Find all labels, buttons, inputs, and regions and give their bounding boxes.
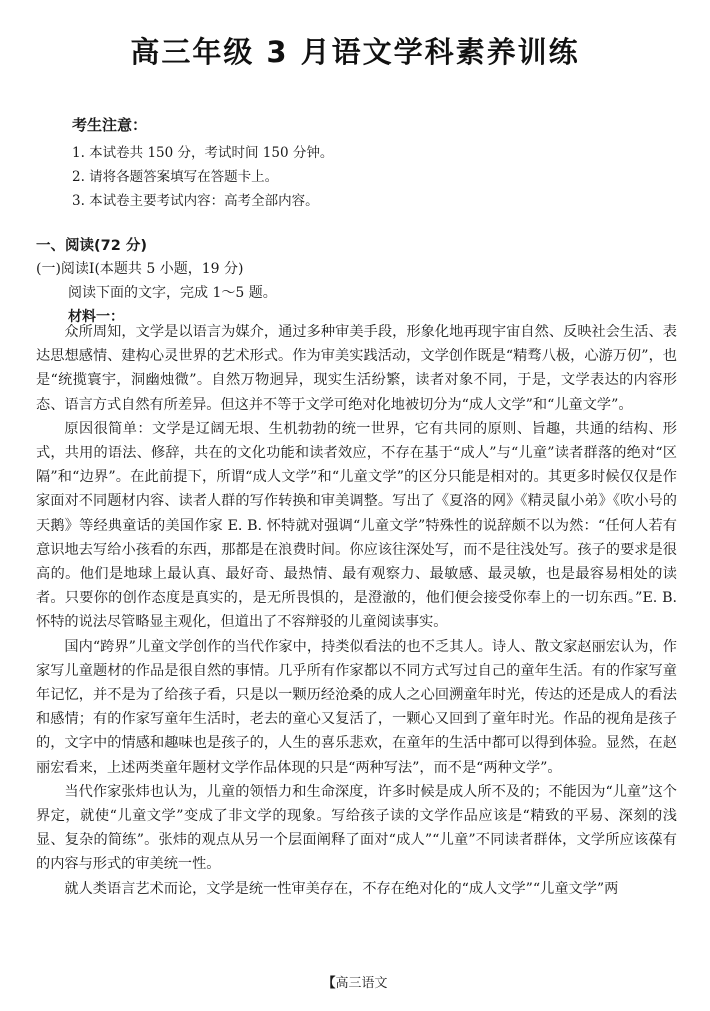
passage-paragraph: 当代作家张炜也认为，儿童的领悟力和生命深度，许多时候是成人所不及的；不能因为“儿童”这个界定，就使“儿童文学”变成了非文学的现象。写给孩子读的文学作品应该是“精致的平易、深刻的浅显、复杂的简练”。张炜的观点从另一个层面阐释了面对“成人”“儿童”不同读者群体，文学所应该葆有的内容与形式的审美统一性。	[36, 783, 677, 873]
passage-paragraph: 原因很简单：文学是辽阔无垠、生机勃勃的统一世界，它有共同的原则、旨趣，共通的结构、形式，共用的语法、修辞，共在的文化功能和读者效应，不存在基于“成人”与“儿童”读者群落的绝对“区隔”和“边界”。在此前提下，所谓“成人文学”和“儿童文学”的区分只能是相对的。其更多时候仅仅是作家面对不同题材内容、读者人群的写作转换和审美调整。写出了《夏洛的网》《精灵鼠小弟》《吹小号的天鹅》等经典童话的美国作家 E. B. 怀特就对强调“儿童文学”特殊性的说辞颇不以为然：“任何人若有意识地去写给小孩看的东西，那都是在浪费时间。你应该往深处写，而不是往浅处写。孩子的要求是很高的。他们是地球上最认真、最好奇、最热情、最有观察力、最敏感、最灵敏，也是最容易相处的读者。只要你的创作态度是真实的，是无所畏惧的，是澄澈的，他们便会接受你奉上的一切东西。”E. B. 怀特的说法尽管略显主观化，但道出了不容辩驳的儿童阅读事实。	[36, 420, 677, 631]
notice-item: 3. 本试卷主要考试内容：高考全部内容。	[72, 193, 319, 209]
footer-label: 高三语文	[335, 976, 388, 991]
reading-passage	[36, 320, 677, 901]
passage-paragraph: 国内“跨界”儿童文学创作的当代作家中，持类似看法的也不乏其人。诗人、散文家赵丽宏认为，作家写儿童题材的作品是很自然的事情。几乎所有作家都以不同方式写过自己的童年生活。有的作家写童年记忆，并不是为了给孩子看，只是以一颗历经沧桑的成人之心回溯童年时光，传达的还是成人的看法和感情；有的作家写童年生活时，老去的童心又复活了，一颗心又回到了童年时光。作品的视角是孩子的，文字中的情感和趣味也是孩子的，人生的喜乐悲欢，在童年的生活中都可以得到体验。显然，在赵丽宏看来，上述两类童年题材文学作品体现的只是“两种写法”，而不是“两种文学”。	[36, 638, 677, 776]
notice-heading: 考生注意：	[72, 116, 148, 134]
passage-paragraph: 众所周知，文学是以语言为媒介，通过多种审美手段，形象化地再现宇宙自然、反映社会生活、表达思想感情、建构心灵世界的艺术形式。作为审美实践活动，文学创作既是“精骛八极，心游万仞”，也是“统揽寰宇，洞幽烛微”。自然万物迥异，现实生活纷繁，读者对象不同，于是，文学表达的内容形态、语言方式自然有所差异。但这并不等于文学可绝对化地被切分为“成人文学”和“儿童文学”。	[36, 324, 677, 413]
footer-bracket: 【	[322, 976, 336, 991]
notice-item: 2. 请将各题答案填写在答题卡上。	[72, 169, 279, 185]
page-title: 高三年级 3 月语文学科素养训练	[130, 35, 580, 69]
section-subheading: (一)阅读Ⅰ(本题共 5 小题，19 分)	[36, 261, 244, 277]
exam-notice	[72, 114, 672, 213]
page-footer	[0, 972, 710, 991]
notice-item: 1. 本试卷共 150 分，考试时间 150 分钟。	[72, 145, 334, 161]
reading-instruction: 阅读下面的文字，完成 1～5 题。	[68, 285, 277, 301]
section-heading: 一、阅读(72 分)	[36, 238, 147, 254]
passage-paragraph: 就人类语言艺术而论，文学是统一性审美存在，不存在绝对化的“成人文学”“儿童文学”两	[64, 880, 619, 897]
material-label: 材料一：	[68, 309, 124, 325]
